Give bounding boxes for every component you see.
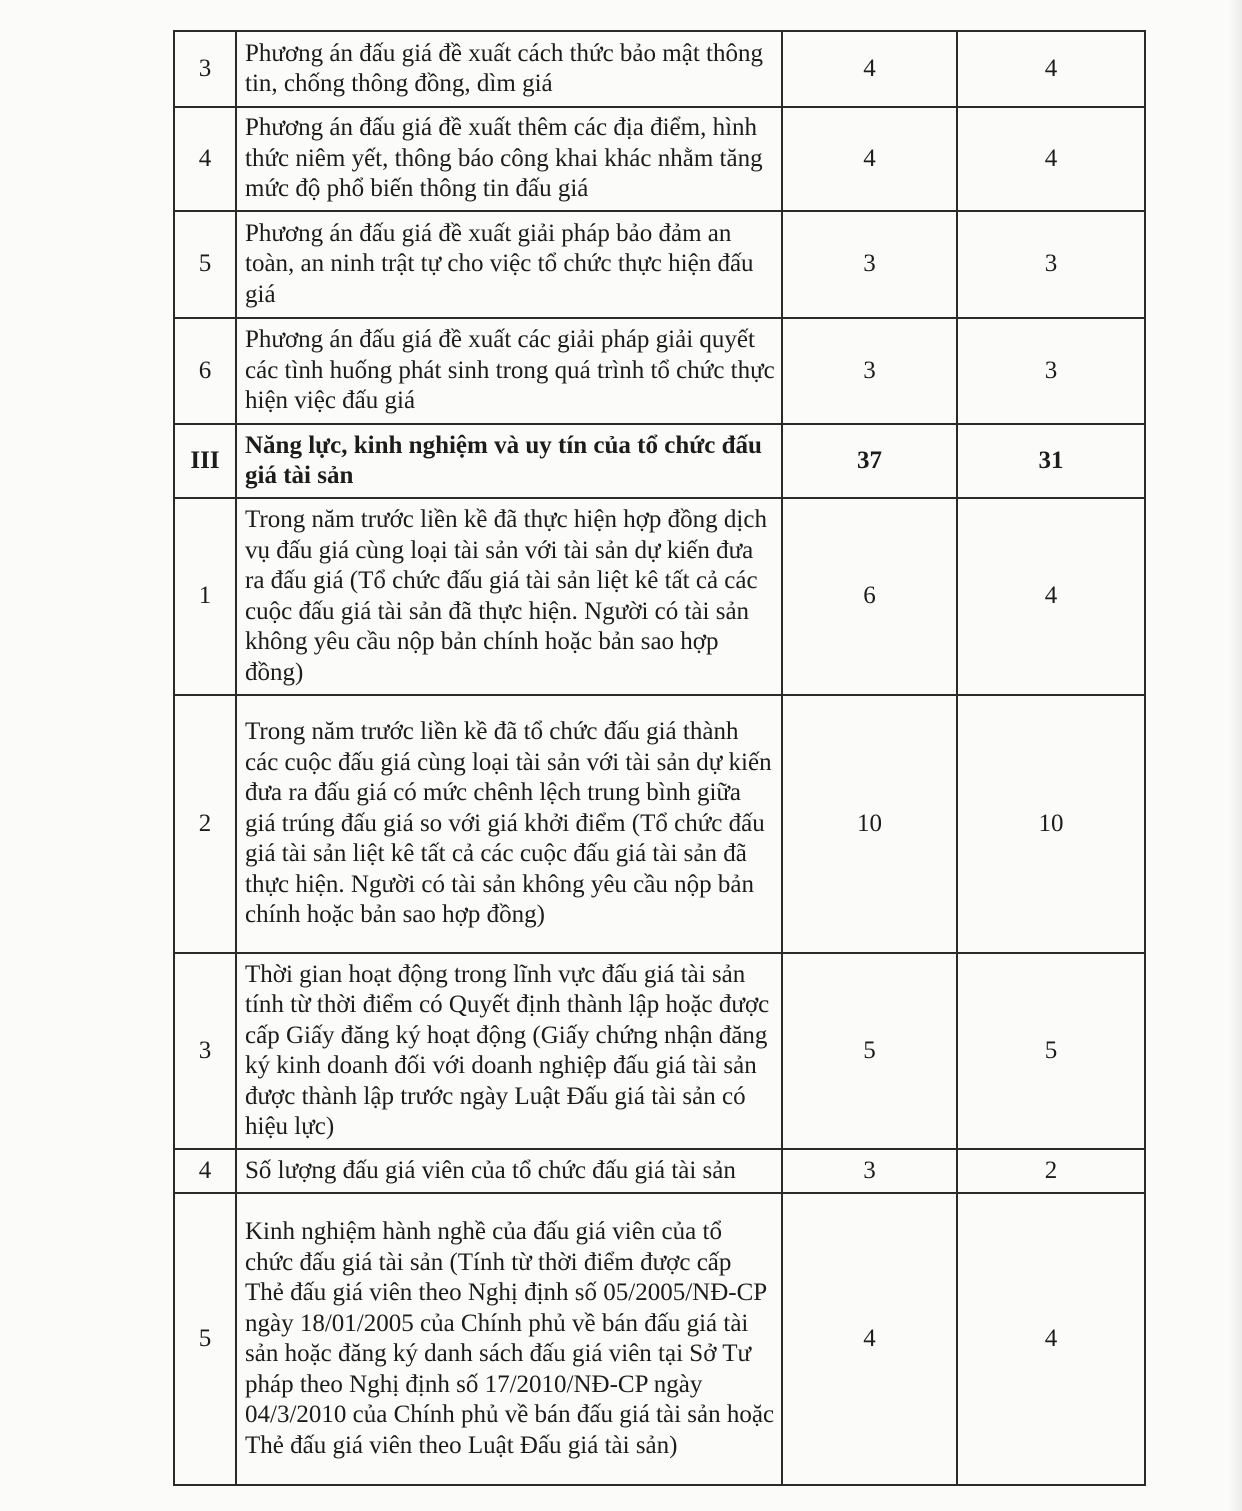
row-number: 5 <box>174 1193 236 1485</box>
awarded-score: 3 <box>957 318 1145 424</box>
table-row <box>174 695 1145 953</box>
awarded-score: 4 <box>957 1193 1145 1485</box>
row-number: 4 <box>174 107 236 211</box>
row-number: 4 <box>174 1149 236 1193</box>
max-score: 10 <box>782 695 957 953</box>
section-max-score: 37 <box>782 424 957 498</box>
criterion-text: Phương án đấu giá đề xuất thêm các địa điểm, hình thức niêm yết, thông báo công khai khác nhằm tăng mức độ phổ biến thông tin đấu giá <box>236 107 782 211</box>
row-number: 3 <box>174 31 236 107</box>
awarded-score: 3 <box>957 211 1145 318</box>
criterion-text: Phương án đấu giá đề xuất cách thức bảo mật thông tin, chống thông đồng, dìm giá <box>236 31 782 107</box>
table-row <box>174 1193 1145 1485</box>
page-edge-shadow <box>1228 0 1242 1511</box>
row-number: 2 <box>174 695 236 953</box>
table-row <box>174 31 1145 107</box>
table-row <box>174 498 1145 695</box>
table-row <box>174 1149 1145 1193</box>
max-score: 3 <box>782 1149 957 1193</box>
max-score: 4 <box>782 31 957 107</box>
criterion-text: Trong năm trước liền kề đã tổ chức đấu giá thành các cuộc đấu giá cùng loại tài sản với tài sản dự kiến đưa ra đấu giá có mức chênh lệch trung bình giữa giá trúng đấu giá so với giá khởi điểm (Tổ chức đấu giá tài sản liệt kê tất cả các cuộc đấu giá tài sản đã thực hiện. Người có tài sản không yêu cầu nộp bản chính hoặc bản sao hợp đồng) <box>236 695 782 953</box>
section-row <box>174 424 1145 498</box>
row-number: 3 <box>174 953 236 1149</box>
max-score: 3 <box>782 318 957 424</box>
criterion-text: Phương án đấu giá đề xuất giải pháp bảo đảm an toàn, an ninh trật tự cho việc tổ chức thực hiện đấu giá <box>236 211 782 318</box>
max-score: 5 <box>782 953 957 1149</box>
row-number: 5 <box>174 211 236 318</box>
awarded-score: 5 <box>957 953 1145 1149</box>
criterion-text: Thời gian hoạt động trong lĩnh vực đấu giá tài sản tính từ thời điểm có Quyết định thành lập hoặc được cấp Giấy đăng ký hoạt động (Giấy chứng nhận đăng ký kinh doanh đối với doanh nghiệp đấu giá tài sản được thành lập trước ngày Luật Đấu giá tài sản có hiệu lực) <box>236 953 782 1149</box>
max-score: 4 <box>782 107 957 211</box>
scoring-table <box>173 30 1146 1486</box>
criterion-text: Phương án đấu giá đề xuất các giải pháp giải quyết các tình huống phát sinh trong quá trình tổ chức thực hiện việc đấu giá <box>236 318 782 424</box>
awarded-score: 4 <box>957 107 1145 211</box>
max-score: 6 <box>782 498 957 695</box>
table-row <box>174 318 1145 424</box>
table-row <box>174 953 1145 1149</box>
max-score: 3 <box>782 211 957 318</box>
awarded-score: 2 <box>957 1149 1145 1193</box>
criterion-text: Trong năm trước liền kề đã thực hiện hợp đồng dịch vụ đấu giá cùng loại tài sản với tài sản dự kiến đưa ra đấu giá (Tổ chức đấu giá tài sản liệt kê tất cả các cuộc đấu giá tài sản đã thực hiện. Người có tài sản không yêu cầu nộp bản chính hoặc bản sao hợp đồng) <box>236 498 782 695</box>
awarded-score: 10 <box>957 695 1145 953</box>
awarded-score: 4 <box>957 498 1145 695</box>
criterion-text: Số lượng đấu giá viên của tổ chức đấu giá tài sản <box>236 1149 782 1193</box>
section-awarded-score: 31 <box>957 424 1145 498</box>
max-score: 4 <box>782 1193 957 1485</box>
row-number: 1 <box>174 498 236 695</box>
awarded-score: 4 <box>957 31 1145 107</box>
section-number: III <box>174 424 236 498</box>
row-number: 6 <box>174 318 236 424</box>
criterion-text: Kinh nghiệm hành nghề của đấu giá viên của tổ chức đấu giá tài sản (Tính từ thời điểm được cấp Thẻ đấu giá viên theo Nghị định số 05/2005/NĐ-CP ngày 18/01/2005 của Chính phủ về bán đấu giá tài sản hoặc đăng ký danh sách đấu giá viên tại Sở Tư pháp theo Nghị định số 17/2010/NĐ-CP ngày 04/3/2010 của Chính phủ về bán đấu giá tài sản hoặc Thẻ đấu giá viên theo Luật Đấu giá tài sản) <box>236 1193 782 1485</box>
table-row <box>174 211 1145 318</box>
section-title: Năng lực, kinh nghiệm và uy tín của tổ chức đấu giá tài sản <box>236 424 782 498</box>
table-row <box>174 107 1145 211</box>
